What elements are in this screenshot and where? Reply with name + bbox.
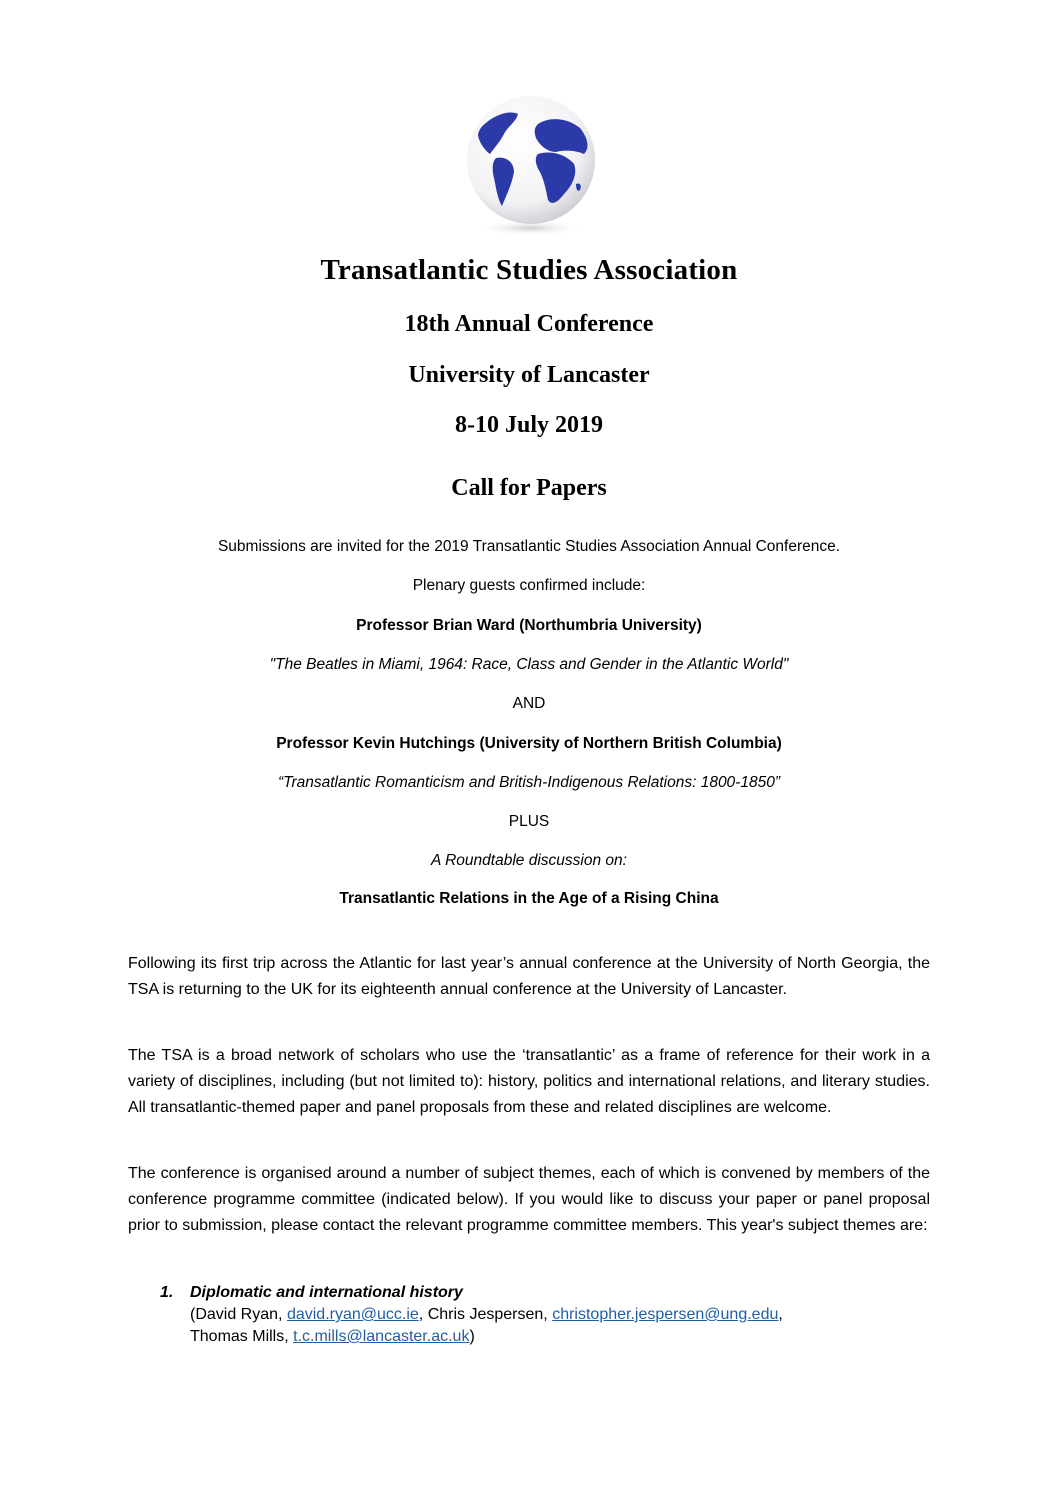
roundtable-intro: A Roundtable discussion on:: [431, 852, 627, 869]
globe-icon: [456, 88, 606, 238]
email-link[interactable]: t.c.mills@lancaster.ac.uk: [293, 1328, 470, 1345]
submissions-text: Submissions are invited for the 2019 Transatlantic Studies Association Annual Conference.: [217, 538, 841, 555]
plenary-speaker-1: Professor Brian Ward (Northumbria University): [356, 617, 702, 634]
paragraph-network: The TSA is a broad network of scholars who use the ‘transatlantic’ as a frame of reference for their work in a variety of disciplines, including (but not limited to): history, politics and international relations, and literary studies. All transatlantic-themed paper and panel proposals from these and related disciplines are welcome.: [128, 1047, 930, 1116]
paragraph-themes: The conference is organised around a number of subject themes, each of which is convened by members of the conference programme committee (indicated below). If you would like to discuss your paper or panel proposal prior to submission, please contact the relevant programme committee members. This year's subject themes are:: [128, 1165, 930, 1234]
and-connector: AND: [512, 695, 546, 712]
plenary-intro: Plenary guests confirmed include:: [412, 577, 646, 594]
contact-name: Thomas Mills,: [190, 1328, 289, 1345]
theme-list: [160, 1282, 930, 1352]
plus-connector: PLUS: [508, 813, 550, 830]
theme-number: 1.: [160, 1284, 174, 1301]
roundtable-title: Transatlantic Relations in the Age of a Rising China: [339, 890, 719, 907]
contact-name: Chris Jespersen,: [427, 1306, 548, 1323]
theme-body: [190, 1282, 930, 1348]
plenary-speaker-2: Professor Kevin Hutchings (University of Northern British Columbia): [276, 735, 782, 752]
email-link[interactable]: david.ryan@ucc.ie: [286, 1306, 419, 1323]
conference-dates: 8-10 July 2019: [454, 412, 603, 438]
theme-title: Diplomatic and international history: [190, 1284, 463, 1301]
page-title: Transatlantic Studies Association: [320, 254, 738, 286]
paragraph-intro: Following its first trip across the Atlantic for last year’s annual conference at the University of North Georgia, the TSA is returning to the UK for its eighteenth annual conference at the University of Lancaster.: [128, 955, 930, 998]
theme-contacts: (David Ryan, david.ryan@ucc.ie, Chris Jespersen, christopher.jespersen@ung.edu, Thomas Mills, t.c.mills@lancaster.ac.uk): [190, 1306, 783, 1345]
theme-item: [160, 1282, 930, 1352]
plenary-talk-2: “Transatlantic Romanticism and British-Indigenous Relations: 1800-1850”: [278, 774, 780, 791]
email-link[interactable]: christopher.jespersen@ung.edu: [552, 1306, 779, 1323]
conference-edition: 18th Annual Conference: [404, 311, 654, 337]
conference-venue: University of Lancaster: [408, 362, 650, 388]
plenary-talk-1: "The Beatles in Miami, 1964: Race, Class and Gender in the Atlantic World": [269, 656, 789, 673]
contact-name: David Ryan,: [195, 1306, 283, 1323]
call-for-papers-heading: Call for Papers: [451, 475, 607, 501]
